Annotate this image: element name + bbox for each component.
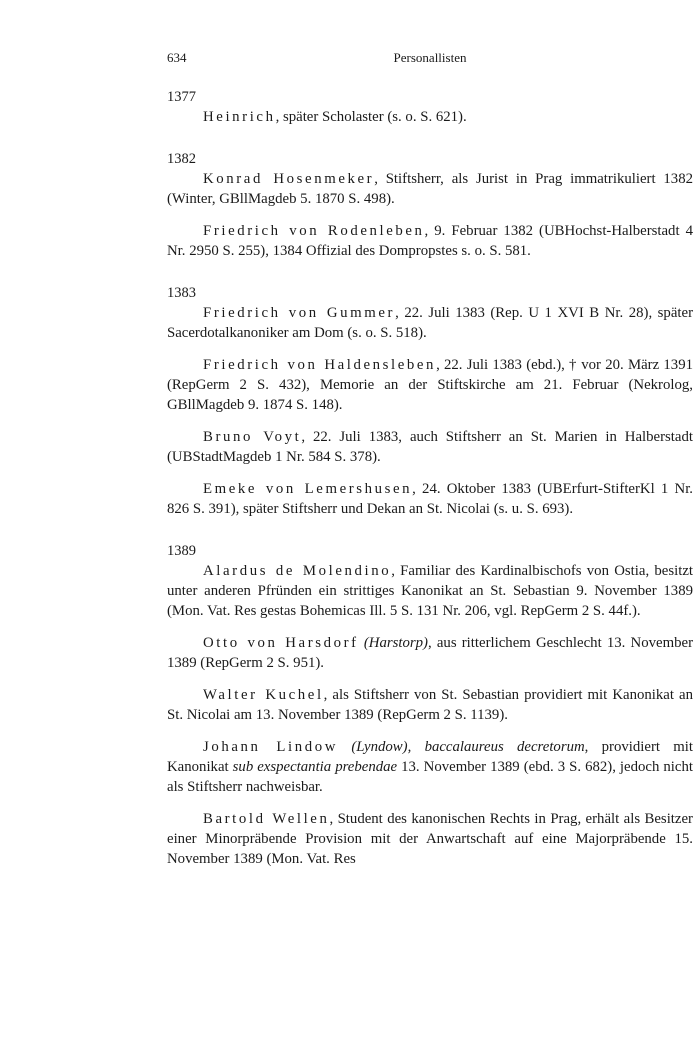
- entry-text: , aus ritterlichem Geschlecht 13. November 1389 (RepGerm 2 S. 951).: [167, 635, 693, 671]
- person-entry: [167, 809, 693, 869]
- entry-text: , Stiftsherr, als Jurist in Prag immatrikuliert 1382 (Winter, GBllMagdeb 5. 1870 S. 498).: [167, 171, 693, 207]
- person-entry: [167, 303, 693, 343]
- latin-term: sub exspectantia prebendae: [232, 759, 398, 775]
- person-name: Bartold Wellen: [203, 811, 330, 827]
- entry-text: , 22. Juli 1383, auch Stiftsherr an St. Marien in Halberstadt (UBStadtMagdeb 1 Nr. 584 S. 378).: [167, 429, 693, 465]
- entry-text: , später Scholaster (s. o. S. 621).: [275, 109, 467, 125]
- year-section: [167, 283, 693, 519]
- entry-text: , Familiar des Kardinalbischofs von Ostia, besitzt unter anderen Pfründen ein strittiges Kanonikat an St. Sebastian 9. November 1389 (Mon. Vat. Res gestas Bohemicas Ill. 5 S. 131 Nr. 206, vgl. RepGerm 2 S. 44f.).: [167, 563, 693, 619]
- entries-list: [167, 87, 693, 869]
- year-heading: 1389: [167, 543, 196, 559]
- book-page: [167, 48, 693, 869]
- running-title: Personallisten: [393, 50, 467, 65]
- person-entry: [167, 107, 693, 127]
- person-name: Friedrich von Gummer: [203, 305, 396, 321]
- year-heading: 1382: [167, 151, 196, 167]
- entry-text: , 22. Juli 1383 (ebd.), † vor 20. März 1391 (RepGerm 2 S. 432), Memorie an der Stiftskirche am 21. Februar (Nekrolog, GBllMagdeb 9. 1874 S. 148).: [167, 357, 694, 413]
- person-name: Bruno Voyt: [203, 429, 302, 445]
- person-name: Johann Lindow: [203, 739, 339, 755]
- person-name: Friedrich von Haldensleben: [203, 357, 437, 373]
- person-entry: [167, 633, 693, 673]
- year-section: [167, 149, 693, 261]
- person-name: Alardus de Molendino: [203, 563, 392, 579]
- person-entry: [167, 479, 693, 519]
- year-section: [167, 87, 693, 127]
- name-variant: (Lyndow): [351, 739, 408, 755]
- person-entry: [167, 427, 693, 467]
- running-head: [167, 48, 693, 68]
- person-entry: [167, 737, 693, 797]
- person-entry: [167, 169, 693, 209]
- person-name: Heinrich: [203, 109, 276, 125]
- person-name: Otto von Harsdorf: [203, 635, 359, 651]
- year-heading: 1383: [167, 285, 196, 301]
- person-name: Emeke von Lemershusen: [203, 481, 413, 497]
- year-heading: 1377: [167, 89, 196, 105]
- entry-text: , 9. Februar 1382 (UBHochst-Halberstadt 4 Nr. 2950 S. 255), 1384 Offizial des Dompropstes s. o. S. 581.: [167, 223, 693, 259]
- entry-text: 13. November 1389 (ebd. 3 S. 682), jedoch nicht als Stiftsherr nachweisbar.: [167, 759, 693, 795]
- entry-text: , 22. Juli 1383 (Rep. U 1 XVI B Nr. 28), später Sacerdotalkanoniker am Dom (s. o. S. 518).: [167, 305, 694, 341]
- person-entry: [167, 355, 693, 415]
- entry-text: , als Stiftsherr von St. Sebastian providiert mit Kanonikat an St. Nicolai am 13. November 1389 (RepGerm 2 S. 1139).: [167, 687, 693, 723]
- name-variant: (Harstorp): [363, 635, 428, 651]
- person-entry: [167, 561, 693, 621]
- entry-text: , Student des kanonischen Rechts in Prag, erhält als Besitzer einer Minorpräbende Provision mit der Anwartschaft auf eine Majorpräbende 15. November 1389 (Mon. Vat. Res: [167, 811, 693, 867]
- person-entry: [167, 685, 693, 725]
- person-name: Friedrich von Rodenleben: [203, 223, 425, 239]
- entry-text: , providiert mit Kanonikat: [167, 739, 693, 775]
- latin-term: , baccalaureus decretorum: [407, 739, 585, 755]
- entry-text: , 24. Oktober 1383 (UBErfurt-StifterKl 1 Nr. 826 S. 391), später Stiftsherr und Dekan an St. Nicolai (s. u. S. 693).: [167, 481, 693, 517]
- year-section: [167, 541, 693, 869]
- person-name: Walter Kuchel: [203, 687, 324, 703]
- person-name: Konrad Hosenmeker: [203, 171, 375, 187]
- person-entry: [167, 221, 693, 261]
- page-number: 634: [167, 50, 187, 65]
